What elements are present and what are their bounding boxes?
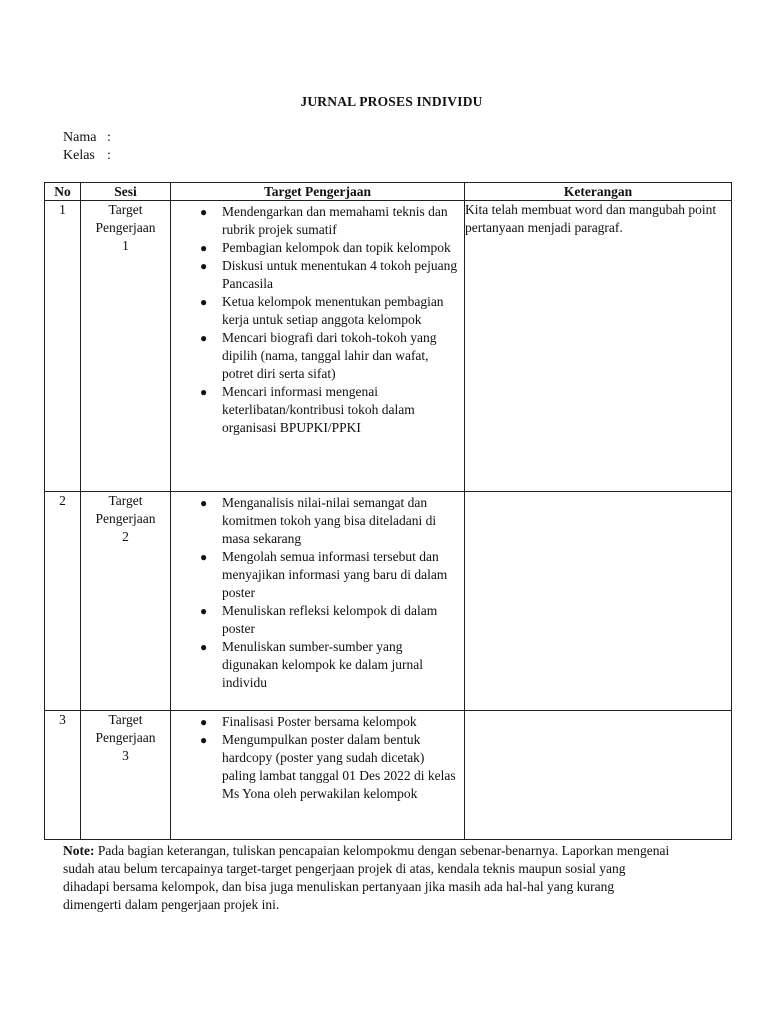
target-item: [200, 293, 458, 329]
note-label: Note:: [63, 843, 95, 858]
journal-table: [44, 182, 732, 840]
target-item-text: Pembagian kelompok dan topik kelompok: [222, 240, 451, 255]
header-keterangan: Keterangan: [465, 183, 732, 201]
target-item: [200, 257, 458, 293]
target-item-text: Mengumpulkan poster dalam bentuk hardcopy (poster yang sudah dicetak) paling lambat tanggal 01 Des 2022 di kelas Ms Yona oleh perwakilan kelompok: [222, 732, 456, 801]
target-list: [171, 711, 464, 817]
bullet-icon: ●: [200, 604, 208, 618]
bullet-icon: ●: [200, 550, 208, 564]
target-item: [200, 239, 458, 257]
target-item: [200, 494, 458, 548]
nama-field: [63, 129, 111, 147]
target-item-text: Ketua kelompok menentukan pembagian kerja untuk setiap anggota kelompok: [222, 294, 444, 327]
sesi-cell: [81, 201, 171, 492]
note-paragraph: [63, 842, 743, 914]
bullet-icon: ●: [200, 241, 208, 255]
note-text: Pada bagian keterangan, tuliskan pencapaian kelompokmu dengan sebenar-benarnya. Laporkan mengenai: [97, 843, 670, 858]
document-title: JURNAL PROSES INDIVIDU: [300, 94, 483, 109]
sesi-label: Pengerjaan: [95, 220, 156, 235]
target-cell: [171, 492, 465, 711]
table-row: [45, 711, 732, 840]
target-item-text: Menganalisis nilai-nilai semangat dan komitmen tokoh yang bisa diteladani di masa sekarang: [222, 495, 437, 546]
target-item-text: Menuliskan sumber-sumber yang digunakan kelompok ke dalam jurnal individu: [222, 639, 423, 690]
target-item: [200, 548, 458, 602]
target-item-text: Mencari biografi dari tokoh-tokoh yang dipilih (nama, tanggal lahir dan wafat, potret diri serta sifat): [222, 330, 437, 381]
bullet-icon: ●: [200, 259, 208, 273]
nama-separator: :: [107, 130, 111, 145]
table-row: [45, 492, 732, 711]
sesi-cell: [81, 711, 171, 840]
target-cell: [171, 711, 465, 840]
row-number: 2: [45, 492, 81, 711]
target-item-text: Diskusi untuk menentukan 4 tokoh pejuang Pancasila: [222, 258, 458, 291]
table-row: [45, 201, 732, 492]
header-no: No: [45, 183, 81, 201]
table-header-row: [45, 183, 732, 201]
target-item: [200, 329, 458, 383]
note-text: dihadapi bersama kelompok, dan bisa juga menuliskan pertanyaan jika masih ada hal-hal yang kurang: [63, 879, 615, 894]
row-number: 1: [45, 201, 81, 492]
sesi-number: 3: [122, 748, 129, 763]
sesi-number: 2: [122, 529, 129, 544]
target-item: [200, 203, 458, 239]
target-item: [200, 713, 458, 731]
row-number: 3: [45, 711, 81, 840]
target-list: [171, 201, 464, 451]
bullet-icon: ●: [200, 733, 208, 747]
sesi-label: Target: [108, 493, 143, 508]
note-text: sudah atau belum tercapainya target-target pengerjaan projek di atas, kendala teknis maupun sosial yang: [63, 861, 626, 876]
kelas-separator: :: [107, 148, 111, 163]
keterangan-cell: [465, 711, 732, 840]
nama-label: Nama: [63, 130, 97, 145]
sesi-label: Pengerjaan: [95, 511, 156, 526]
target-cell: [171, 201, 465, 492]
keterangan-cell: Kita telah membuat word dan mangubah point pertanyaan menjadi paragraf.: [465, 201, 732, 492]
sesi-label: Target: [108, 712, 143, 727]
keterangan-cell: [465, 492, 732, 711]
bullet-icon: ●: [200, 295, 208, 309]
kelas-field: [63, 147, 111, 165]
sesi-label: Pengerjaan: [95, 730, 156, 745]
target-item: [200, 731, 458, 803]
bullet-icon: ●: [200, 331, 208, 345]
target-item: [200, 602, 458, 638]
bullet-icon: ●: [200, 496, 208, 510]
target-item-text: Mencari informasi mengenai keterlibatan/kontribusi tokoh dalam organisasi BPUPKI/PPKI: [222, 384, 415, 435]
bullet-icon: ●: [200, 385, 208, 399]
target-item-text: Finalisasi Poster bersama kelompok: [222, 714, 417, 729]
header-target: Target Pengerjaan: [171, 183, 465, 201]
kelas-label: Kelas: [63, 148, 95, 163]
target-item-text: Mendengarkan dan memahami teknis dan rubrik projek sumatif: [222, 204, 448, 237]
sesi-cell: [81, 492, 171, 711]
target-list: [171, 492, 464, 706]
target-item: [200, 638, 458, 692]
bullet-icon: ●: [200, 715, 208, 729]
target-item: [200, 383, 458, 437]
sesi-label: Target: [108, 202, 143, 217]
sesi-number: 1: [122, 238, 129, 253]
header-sesi: Sesi: [81, 183, 171, 201]
bullet-icon: ●: [200, 640, 208, 654]
target-item-text: Mengolah semua informasi tersebut dan menyajikan informasi yang baru di dalam poster: [222, 549, 448, 600]
target-item-text: Menuliskan refleksi kelompok di dalam poster: [222, 603, 438, 636]
bullet-icon: ●: [200, 205, 208, 219]
note-text: dimengerti dalam pengerjaan projek ini.: [63, 897, 280, 912]
